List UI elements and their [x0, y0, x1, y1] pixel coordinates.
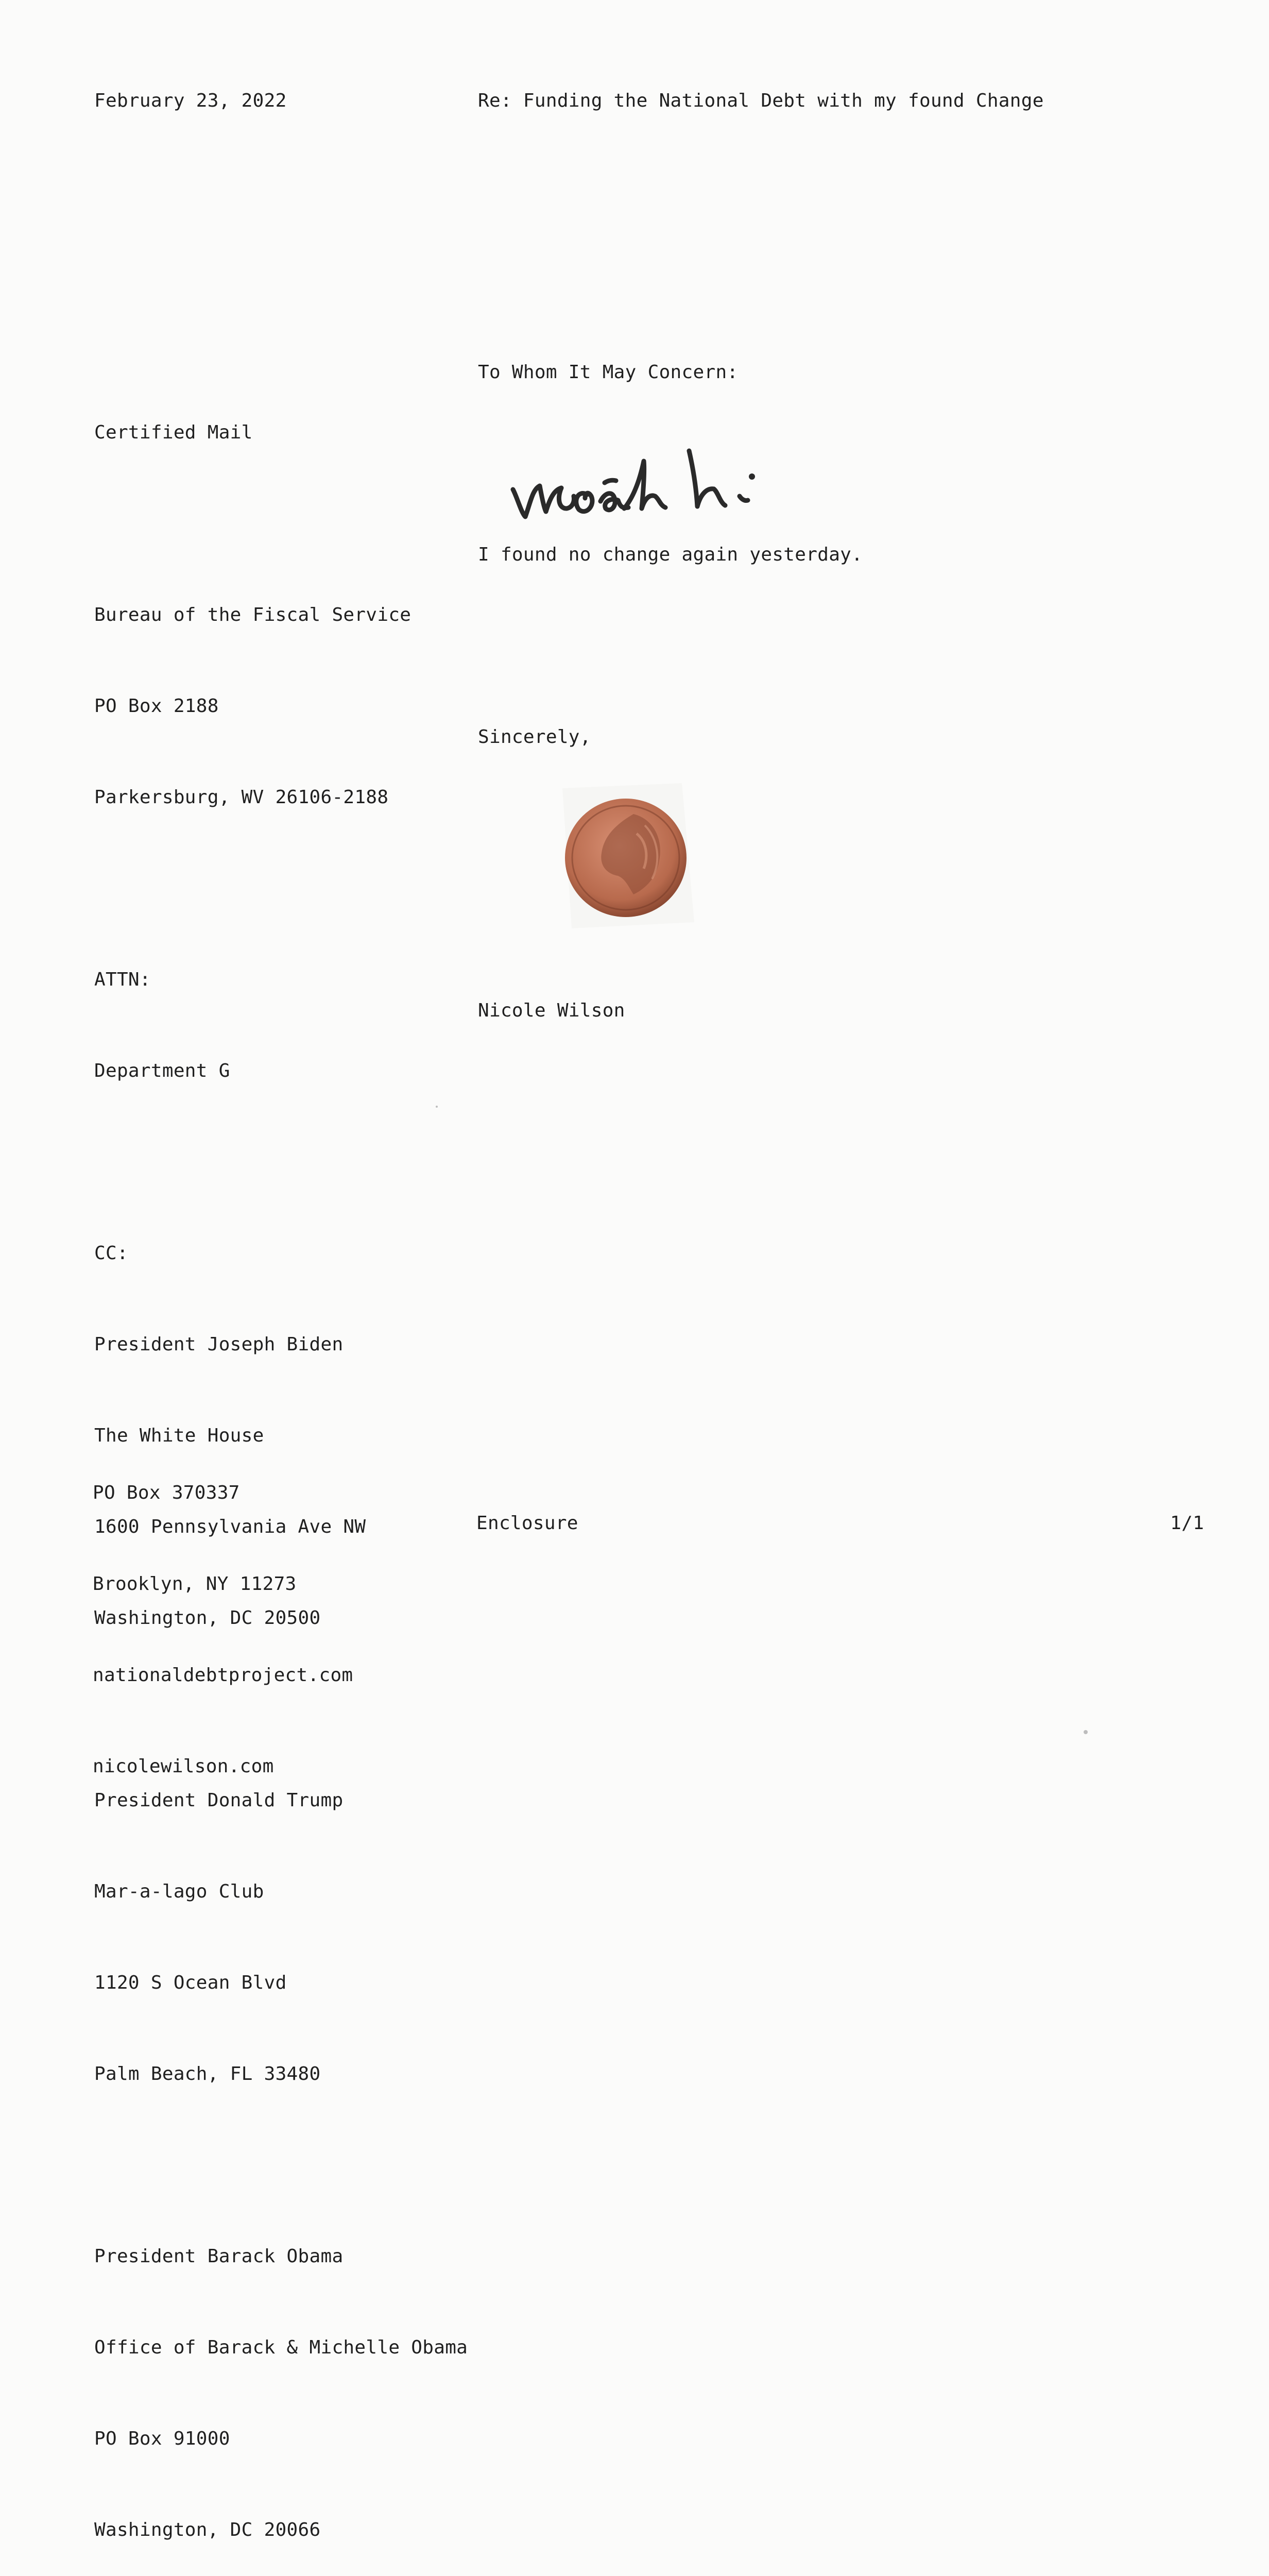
recipient-address-line: Parkersburg, WV 26106-2188 [94, 787, 389, 808]
letter-subject: Re: Funding the National Debt with my found Change [478, 90, 1044, 111]
penny-coin-icon [556, 778, 700, 933]
cc-address-line: 1600 Pennsylvania Ave NW [94, 1516, 366, 1537]
page-number: 1/1 [1170, 1513, 1204, 1534]
cc-address-line: President Donald Trump [94, 1790, 344, 1811]
signature-stroke [513, 451, 748, 517]
cc-address-line: Mar-a-lago Club [94, 1881, 264, 1902]
message-text: I found no change again yesterday. [478, 544, 863, 565]
recipient-address-line: PO Box 2188 [94, 696, 219, 717]
cc-address-line: The White House [94, 1425, 264, 1446]
signature-dot [749, 473, 755, 480]
footer-address-line: PO Box 370337 [93, 1482, 240, 1503]
cc-address-line: 1120 S Ocean Blvd [94, 1972, 287, 1993]
cc-label: CC: [94, 1243, 128, 1264]
attn-label: ATTN: [94, 969, 151, 990]
cc-address-line: Washington, DC 20066 [94, 2519, 321, 2540]
cc-address-line: Washington, DC 20500 [94, 1607, 321, 1629]
footer-website: nationaldebtproject.com [93, 1665, 353, 1686]
footer-address [93, 1417, 353, 1842]
recipient-address-line: Bureau of the Fiscal Service [94, 604, 411, 625]
cc-address-line: Office of Barack & Michelle Obama [94, 2337, 468, 2358]
salutation: To Whom It May Concern: [478, 362, 739, 383]
closing: Sincerely, [478, 726, 591, 748]
signature-icon [510, 440, 767, 528]
attn-value: Department G [94, 1060, 230, 1081]
footer-website: nicolewilson.com [93, 1756, 274, 1777]
letter-date: February 23, 2022 [94, 90, 287, 111]
signature-strokes [513, 451, 755, 517]
spacer [478, 631, 863, 661]
sender-name: Nicole Wilson [478, 1000, 625, 1021]
cc-address-line: PO Box 91000 [94, 2428, 230, 2449]
spacer [94, 1147, 468, 1177]
spacer [94, 873, 468, 904]
paper-speck [436, 1106, 438, 1108]
letter-body [478, 296, 863, 1087]
spacer [94, 509, 468, 539]
footer-address-line: Brooklyn, NY 11273 [93, 1573, 297, 1595]
paper-speck [1084, 1730, 1088, 1734]
enclosure-label: Enclosure [476, 1513, 578, 1534]
cc-address-line: Palm Beach, FL 33480 [94, 2063, 321, 2084]
cc-address-line: President Barack Obama [94, 2246, 344, 2267]
spacer [94, 2150, 468, 2180]
delivery-method: Certified Mail [94, 422, 253, 443]
cc-address-line: President Joseph Biden [94, 1334, 344, 1355]
